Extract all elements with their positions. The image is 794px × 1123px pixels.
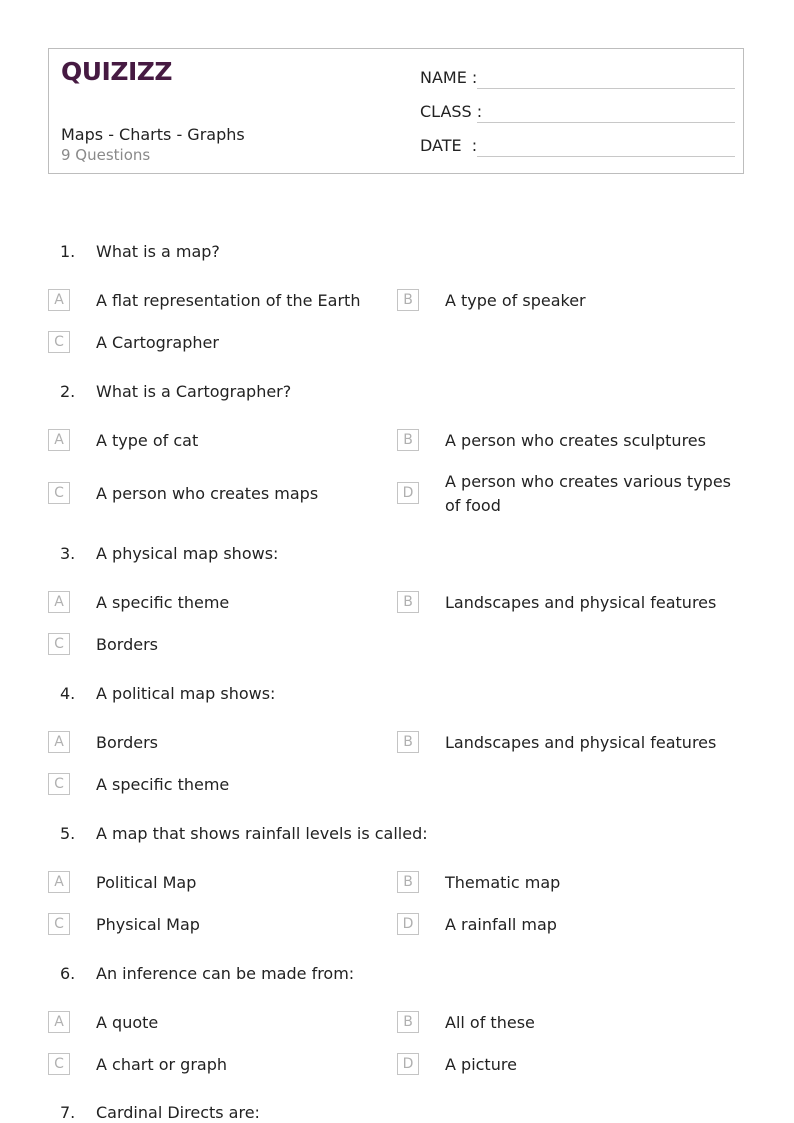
option-text: Physical Map xyxy=(96,915,200,934)
question-text: An inference can be made from: xyxy=(96,964,355,983)
question-number: 5. xyxy=(60,824,76,843)
option-text: A picture xyxy=(445,1055,517,1074)
option-letter-box[interactable]: A xyxy=(48,429,70,451)
option-letter-box[interactable]: A xyxy=(48,871,70,893)
option-letter-box[interactable]: B xyxy=(397,731,419,753)
date-field[interactable] xyxy=(420,136,735,160)
option-letter-box[interactable]: B xyxy=(397,289,419,311)
option-letter-box[interactable]: C xyxy=(48,482,70,504)
option-letter-box[interactable]: A xyxy=(48,1011,70,1033)
option-text: A specific theme xyxy=(96,593,230,612)
option-text: Borders xyxy=(96,635,158,654)
question-number: 1. xyxy=(60,242,76,261)
date-label: DATE : xyxy=(420,136,478,155)
name-line[interactable] xyxy=(477,88,735,89)
question-number: 7. xyxy=(60,1103,76,1122)
question-text: A map that shows rainfall levels is called: xyxy=(96,824,428,843)
option-text: All of these xyxy=(445,1013,535,1032)
question-text: Cardinal Directs are: xyxy=(96,1103,260,1122)
class-label: CLASS : xyxy=(420,102,483,121)
question-count: 9 Questions xyxy=(61,146,151,164)
option-text: A specific theme xyxy=(96,775,230,794)
option-letter-box[interactable]: B xyxy=(397,871,419,893)
option-text: A type of cat xyxy=(96,431,199,450)
quizizz-logo: QUIZIZZ xyxy=(61,57,173,86)
option-letter-box[interactable]: D xyxy=(397,482,419,504)
question-text: A physical map shows: xyxy=(96,544,279,563)
option-text: A rainfall map xyxy=(445,915,557,934)
option-letter-box[interactable]: D xyxy=(397,1053,419,1075)
option-text: A type of speaker xyxy=(445,291,586,310)
option-text: Borders xyxy=(96,733,158,752)
question-number: 4. xyxy=(60,684,76,703)
option-letter-box[interactable]: C xyxy=(48,331,70,353)
option-letter-box[interactable]: B xyxy=(397,1011,419,1033)
option-letter-box[interactable]: C xyxy=(48,773,70,795)
worksheet-title: Maps - Charts - Graphs xyxy=(61,125,245,144)
option-letter-box[interactable]: C xyxy=(48,913,70,935)
option-letter-box[interactable]: D xyxy=(397,913,419,935)
question-text: A political map shows: xyxy=(96,684,276,703)
option-text: A person who creates maps xyxy=(96,484,319,503)
option-text: Thematic map xyxy=(445,873,561,892)
class-field[interactable] xyxy=(420,102,735,126)
option-letter-box[interactable]: A xyxy=(48,591,70,613)
question-text: What is a Cartographer? xyxy=(96,382,292,401)
option-letter-box[interactable]: C xyxy=(48,633,70,655)
date-line[interactable] xyxy=(477,156,735,157)
option-letter-box[interactable]: B xyxy=(397,429,419,451)
option-letter-box[interactable]: A xyxy=(48,289,70,311)
option-text: A person who creates sculptures xyxy=(445,431,706,450)
option-text: A flat representation of the Earth xyxy=(96,291,361,310)
name-field[interactable] xyxy=(420,68,735,92)
option-text: A Cartographer xyxy=(96,333,219,352)
option-text: A person who creates various types of food xyxy=(445,472,731,515)
class-line[interactable] xyxy=(477,122,735,123)
question-number: 6. xyxy=(60,964,76,983)
question-text: What is a map? xyxy=(96,242,220,261)
question-number: 2. xyxy=(60,382,76,401)
name-label: NAME : xyxy=(420,68,478,87)
option-letter-box[interactable]: C xyxy=(48,1053,70,1075)
option-letter-box[interactable]: A xyxy=(48,731,70,753)
option-letter-box[interactable]: B xyxy=(397,591,419,613)
worksheet-header xyxy=(48,48,744,174)
option-text: Landscapes and physical features xyxy=(445,593,717,612)
option-text: A quote xyxy=(96,1013,159,1032)
option-text: Political Map xyxy=(96,873,197,892)
option-text: Landscapes and physical features xyxy=(445,733,717,752)
option-text: A chart or graph xyxy=(96,1055,227,1074)
question-number: 3. xyxy=(60,544,76,563)
